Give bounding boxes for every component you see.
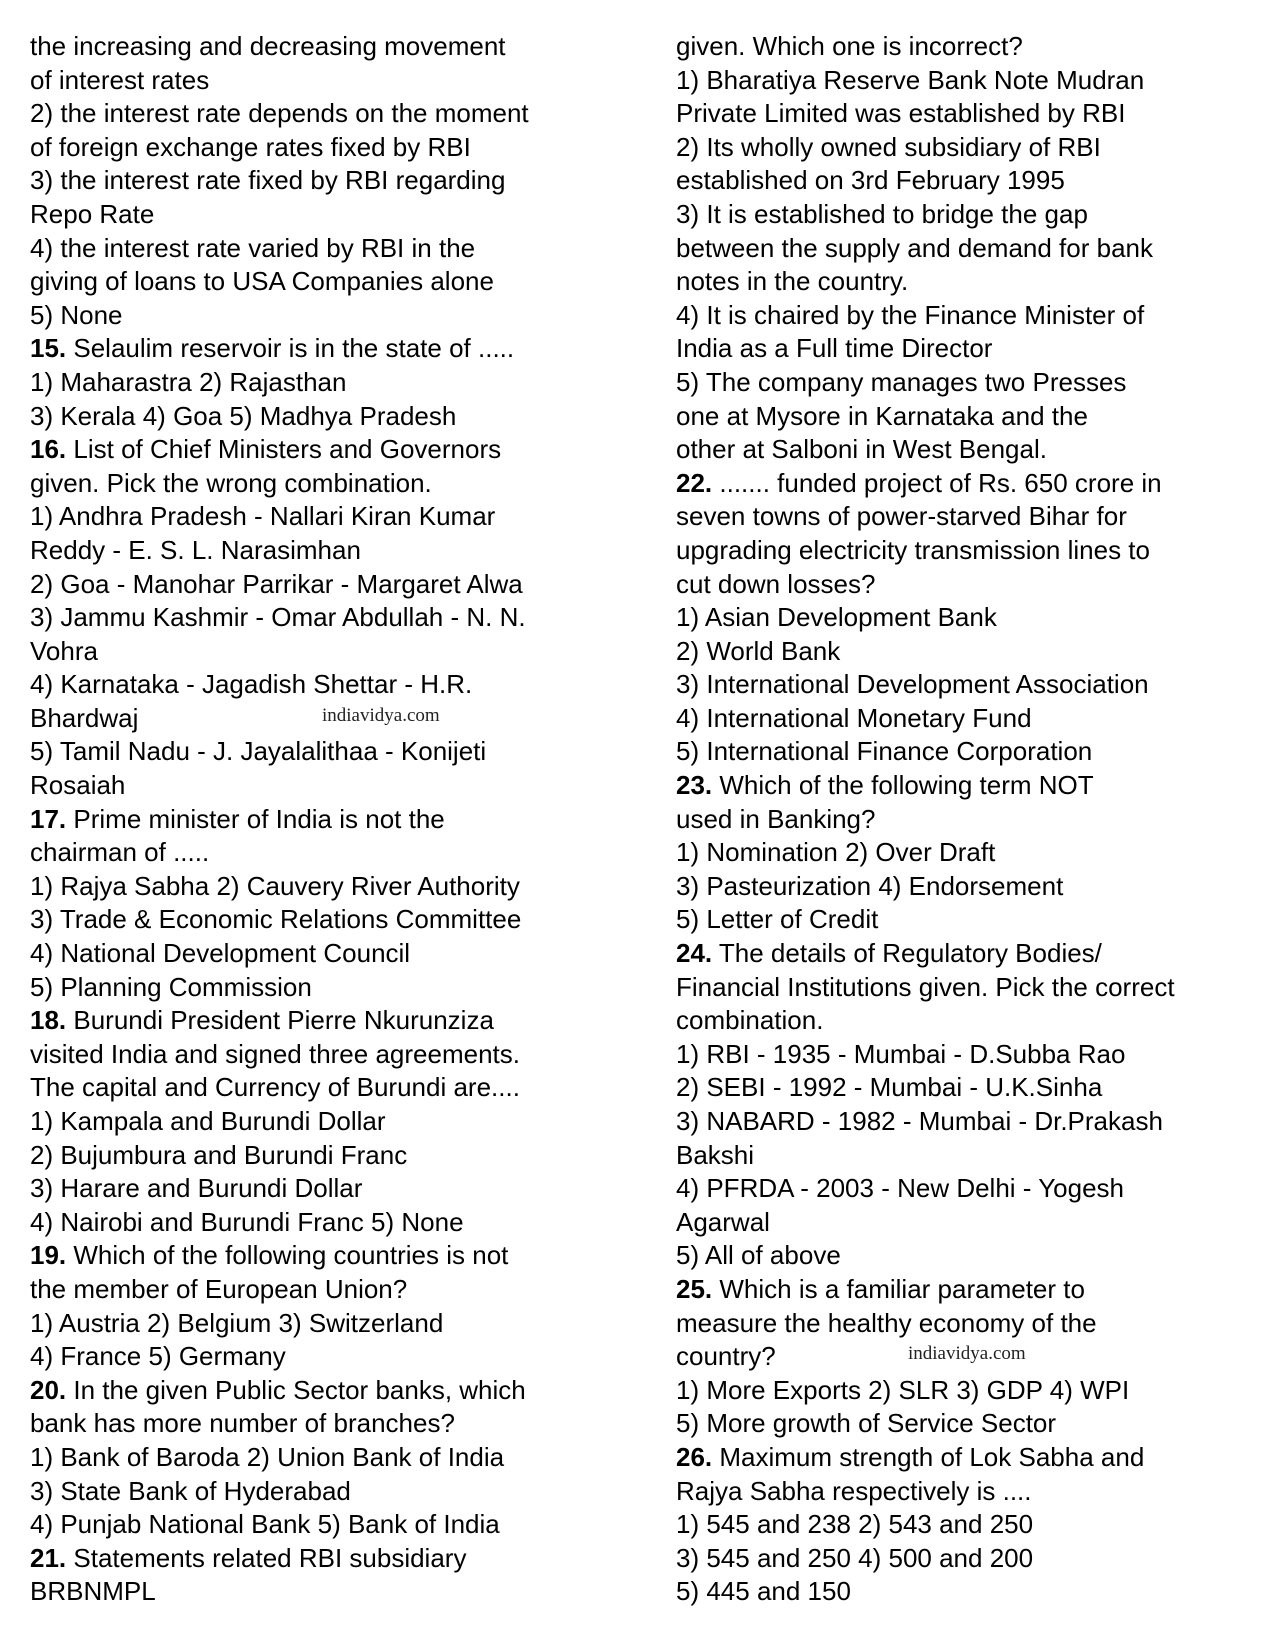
text-line [676, 500, 1266, 534]
question-number: 20. [30, 1374, 67, 1405]
watermark-right: indiavidya.com [908, 1343, 1026, 1364]
line-text: 3) 545 and 250 4) 500 and 200 [676, 1542, 1034, 1573]
text-line [30, 164, 600, 198]
text-line [676, 30, 1266, 64]
text-line [676, 64, 1266, 98]
line-text: 2) World Bank [676, 635, 841, 666]
text-line [676, 1071, 1266, 1105]
line-text: 1) 545 and 238 2) 543 and 250 [676, 1509, 1034, 1540]
line-text: Agarwal [676, 1206, 770, 1237]
line-text: Private Limited was established by RBI [676, 98, 1126, 129]
line-text: Vohra [30, 635, 98, 666]
line-text: List of Chief Ministers and Governors [66, 434, 502, 465]
line-text: ....... funded project of Rs. 650 crore in [712, 467, 1162, 498]
line-text: 5) Letter of Credit [676, 904, 879, 935]
question-number: 18. [30, 1005, 67, 1036]
line-text: combination. [676, 1005, 824, 1036]
question-number: 23. [676, 770, 713, 801]
line-text: 2) SEBI - 1992 - Mumbai - U.K.Sinha [676, 1072, 1103, 1103]
line-text: 3) Jammu Kashmir - Omar Abdullah - N. N. [30, 602, 526, 633]
text-line [676, 1508, 1266, 1542]
question-number: 15. [30, 333, 67, 364]
line-text: established on 3rd February 1995 [676, 165, 1065, 196]
line-text: Financial Institutions given. Pick the correct [676, 971, 1175, 1002]
text-line [30, 232, 600, 266]
line-text: 5) All of above [676, 1240, 841, 1271]
line-text: India as a Full time Director [676, 333, 993, 364]
text-line [676, 1542, 1266, 1576]
text-line [30, 64, 600, 98]
question-number: 16. [30, 434, 67, 465]
line-text: 1) Nomination 2) Over Draft [676, 837, 996, 868]
line-text: 3) NABARD - 1982 - Mumbai - Dr.Prakash [676, 1106, 1163, 1136]
line-text: 2) Bujumbura and Burundi Franc [30, 1139, 408, 1170]
line-text: 1) Bank of Baroda 2) Union Bank of India [30, 1441, 505, 1472]
text-line [30, 836, 600, 870]
text-line [30, 668, 600, 702]
line-text: 4) France 5) Germany [30, 1341, 286, 1372]
line-text: The capital and Currency of Burundi are.... [30, 1072, 520, 1103]
question-line [30, 1239, 600, 1273]
line-text: the increasing and decreasing movement [30, 31, 506, 61]
text-line [676, 1307, 1266, 1341]
line-text: given. Which one is incorrect? [676, 31, 1023, 61]
question-number: 26. [676, 1441, 713, 1472]
line-text: Which of the following countries is not [66, 1240, 509, 1271]
line-text: 1) RBI - 1935 - Mumbai - D.Subba Rao [676, 1038, 1126, 1069]
text-line [30, 265, 600, 299]
line-text: used in Banking? [676, 803, 876, 834]
line-text: seven towns of power-starved Bihar for [676, 501, 1127, 532]
text-line [30, 903, 600, 937]
text-line [30, 131, 600, 165]
line-text: other at Salboni in West Bengal. [676, 434, 1047, 465]
text-line [676, 97, 1266, 131]
question-number: 24. [676, 938, 713, 969]
text-line [676, 1038, 1266, 1072]
text-line [676, 1575, 1266, 1609]
line-text: 5) International Finance Corporation [676, 736, 1093, 767]
text-line [30, 467, 600, 501]
text-line [676, 534, 1266, 568]
line-text: 3) Kerala 4) Goa 5) Madhya Pradesh [30, 400, 457, 431]
text-line [30, 735, 600, 769]
text-line [30, 1038, 600, 1072]
line-text: 3) the interest rate fixed by RBI regarding [30, 165, 506, 196]
text-line [676, 601, 1266, 635]
line-text: 2) Its wholly owned subsidiary of RBI [676, 131, 1101, 162]
text-line [30, 702, 600, 736]
text-line [676, 265, 1266, 299]
question-line [30, 433, 600, 467]
text-line [30, 1307, 600, 1341]
text-line [676, 1206, 1266, 1240]
line-text: notes in the country. [676, 266, 909, 297]
text-line [30, 769, 600, 803]
text-line [676, 635, 1266, 669]
line-text: of foreign exchange rates fixed by RBI [30, 131, 471, 162]
line-text: 1) Kampala and Burundi Dollar [30, 1106, 386, 1136]
line-text: 1) Bharatiya Reserve Bank Note Mudran [676, 64, 1145, 95]
text-line [30, 568, 600, 602]
text-line [676, 1105, 1266, 1139]
question-number: 19. [30, 1240, 67, 1271]
line-text: 4) PFRDA - 2003 - New Delhi - Yogesh [676, 1173, 1124, 1204]
line-text: given. Pick the wrong combination. [30, 467, 432, 498]
line-text: 3) It is established to bridge the gap [676, 198, 1088, 229]
line-text: Which is a familiar parameter to [712, 1273, 1085, 1304]
text-line [676, 1475, 1266, 1509]
text-line [30, 97, 600, 131]
text-line [30, 198, 600, 232]
text-line [30, 1206, 600, 1240]
question-line [30, 332, 600, 366]
line-text: bank has more number of branches? [30, 1408, 455, 1439]
line-text: Prime minister of India is not the [66, 803, 445, 834]
line-text: 1) Andhra Pradesh - Nallari Kiran Kumar [30, 501, 496, 532]
line-text: The details of Regulatory Bodies/ [712, 938, 1102, 969]
line-text: 1) Maharastra 2) Rajasthan [30, 366, 347, 397]
text-line [676, 164, 1266, 198]
watermark-left: indiavidya.com [322, 705, 440, 726]
question-line [676, 1273, 1266, 1307]
text-line [676, 836, 1266, 870]
line-text: cut down losses? [676, 568, 876, 599]
line-text: 4) International Monetary Fund [676, 702, 1032, 733]
text-line [30, 1441, 600, 1475]
line-text: 5) Tamil Nadu - J. Jayalalithaa - Konijeti [30, 736, 487, 767]
text-line [676, 1374, 1266, 1408]
question-number: 25. [676, 1273, 713, 1304]
line-text: 4) the interest rate varied by RBI in the [30, 232, 476, 263]
line-text: 3) State Bank of Hyderabad [30, 1475, 351, 1506]
line-text: 5) The company manages two Presses [676, 366, 1127, 397]
text-line [676, 1004, 1266, 1038]
line-text: chairman of ..... [30, 837, 210, 868]
line-text: 1) Asian Development Bank [676, 602, 997, 633]
text-line [30, 1475, 600, 1509]
text-line [676, 198, 1266, 232]
question-line [676, 937, 1266, 971]
line-text: Burundi President Pierre Nkurunziza [66, 1005, 494, 1036]
text-line [30, 601, 600, 635]
line-text: 5) 445 and 150 [676, 1576, 851, 1607]
line-text: measure the healthy economy of the [676, 1307, 1097, 1338]
line-text: the member of European Union? [30, 1273, 408, 1304]
text-line [30, 635, 600, 669]
text-line [676, 735, 1266, 769]
line-text: 5) None [30, 299, 123, 330]
line-text: 3) Trade & Economic Relations Committee [30, 904, 522, 935]
text-line [676, 1139, 1266, 1173]
line-text: 4) Nairobi and Burundi Franc 5) None [30, 1206, 464, 1237]
line-text: giving of loans to USA Companies alone [30, 266, 494, 297]
question-number: 22. [676, 467, 713, 498]
text-line [30, 534, 600, 568]
line-text: Repo Rate [30, 198, 155, 229]
line-text: Maximum strength of Lok Sabha and [712, 1441, 1145, 1472]
line-text: upgrading electricity transmission lines to [676, 534, 1150, 565]
question-line [676, 769, 1266, 803]
question-line [30, 1542, 600, 1576]
question-number: 17. [30, 803, 67, 834]
line-text: 1) More Exports 2) SLR 3) GDP 4) WPI [676, 1374, 1130, 1405]
line-text: between the supply and demand for bank [676, 232, 1154, 263]
text-line [676, 971, 1266, 1005]
line-text: country? [676, 1341, 776, 1372]
text-line [30, 366, 600, 400]
line-text: 3) International Development Association [676, 669, 1149, 700]
line-text: 4) It is chaired by the Finance Minister of [676, 299, 1145, 330]
line-text: 5) Planning Commission [30, 971, 312, 1002]
line-text: Rajya Sabha respectively is .... [676, 1475, 1032, 1506]
text-line [30, 1508, 600, 1542]
text-line [676, 903, 1266, 937]
text-line [30, 1172, 600, 1206]
text-line [676, 232, 1266, 266]
question-line [676, 467, 1266, 501]
line-text: one at Mysore in Karnataka and the [676, 400, 1088, 431]
text-line [30, 971, 600, 1005]
line-text: Selaulim reservoir is in the state of ..... [66, 333, 515, 364]
line-text: Rosaiah [30, 770, 126, 801]
question-line [30, 1004, 600, 1038]
text-line [676, 131, 1266, 165]
text-line [676, 1239, 1266, 1273]
line-text: BRBNMPL [30, 1576, 156, 1607]
line-text: 5) More growth of Service Sector [676, 1408, 1057, 1439]
line-text: 2) the interest rate depends on the moment [30, 98, 529, 129]
line-text: Bakshi [676, 1139, 755, 1170]
text-line [676, 668, 1266, 702]
text-line [676, 702, 1266, 736]
text-line [676, 299, 1266, 333]
text-line [30, 299, 600, 333]
text-line [676, 332, 1266, 366]
line-text: visited India and signed three agreements. [30, 1038, 520, 1069]
text-line [30, 870, 600, 904]
text-line [676, 870, 1266, 904]
question-line [30, 803, 600, 837]
left-column [30, 30, 600, 1609]
text-line [30, 1340, 600, 1374]
line-text: of interest rates [30, 64, 210, 95]
text-line [30, 1407, 600, 1441]
question-line [676, 1441, 1266, 1475]
text-line [30, 400, 600, 434]
text-line [676, 433, 1266, 467]
text-line [30, 1071, 600, 1105]
text-line [30, 1575, 600, 1609]
text-line [676, 1407, 1266, 1441]
text-line [676, 366, 1266, 400]
line-text: 1) Rajya Sabha 2) Cauvery River Authority [30, 870, 520, 901]
line-text: Which of the following term NOT [712, 770, 1094, 801]
text-line [30, 500, 600, 534]
text-line [676, 568, 1266, 602]
question-number: 21. [30, 1542, 67, 1573]
text-line [30, 1105, 600, 1139]
line-text: 3) Harare and Burundi Dollar [30, 1173, 363, 1204]
line-text: Reddy - E. S. L. Narasimhan [30, 534, 361, 565]
text-line [676, 803, 1266, 837]
text-line [676, 400, 1266, 434]
text-line [676, 1172, 1266, 1206]
text-line [30, 1273, 600, 1307]
line-text: 4) Karnataka - Jagadish Shettar - H.R. [30, 669, 473, 700]
line-text: 4) National Development Council [30, 938, 411, 969]
line-text: 4) Punjab National Bank 5) Bank of India [30, 1509, 500, 1540]
line-text: In the given Public Sector banks, which [66, 1374, 526, 1405]
line-text: Statements related RBI subsidiary [66, 1542, 467, 1573]
line-text: 2) Goa - Manohar Parrikar - Margaret Alwa [30, 568, 523, 599]
line-text: 3) Pasteurization 4) Endorsement [676, 870, 1064, 901]
text-line [30, 937, 600, 971]
text-line [30, 30, 600, 64]
text-line [30, 1139, 600, 1173]
line-text: 1) Austria 2) Belgium 3) Switzerland [30, 1307, 444, 1338]
line-text: Bhardwaj [30, 702, 139, 733]
right-column [676, 30, 1266, 1609]
question-line [30, 1374, 600, 1408]
